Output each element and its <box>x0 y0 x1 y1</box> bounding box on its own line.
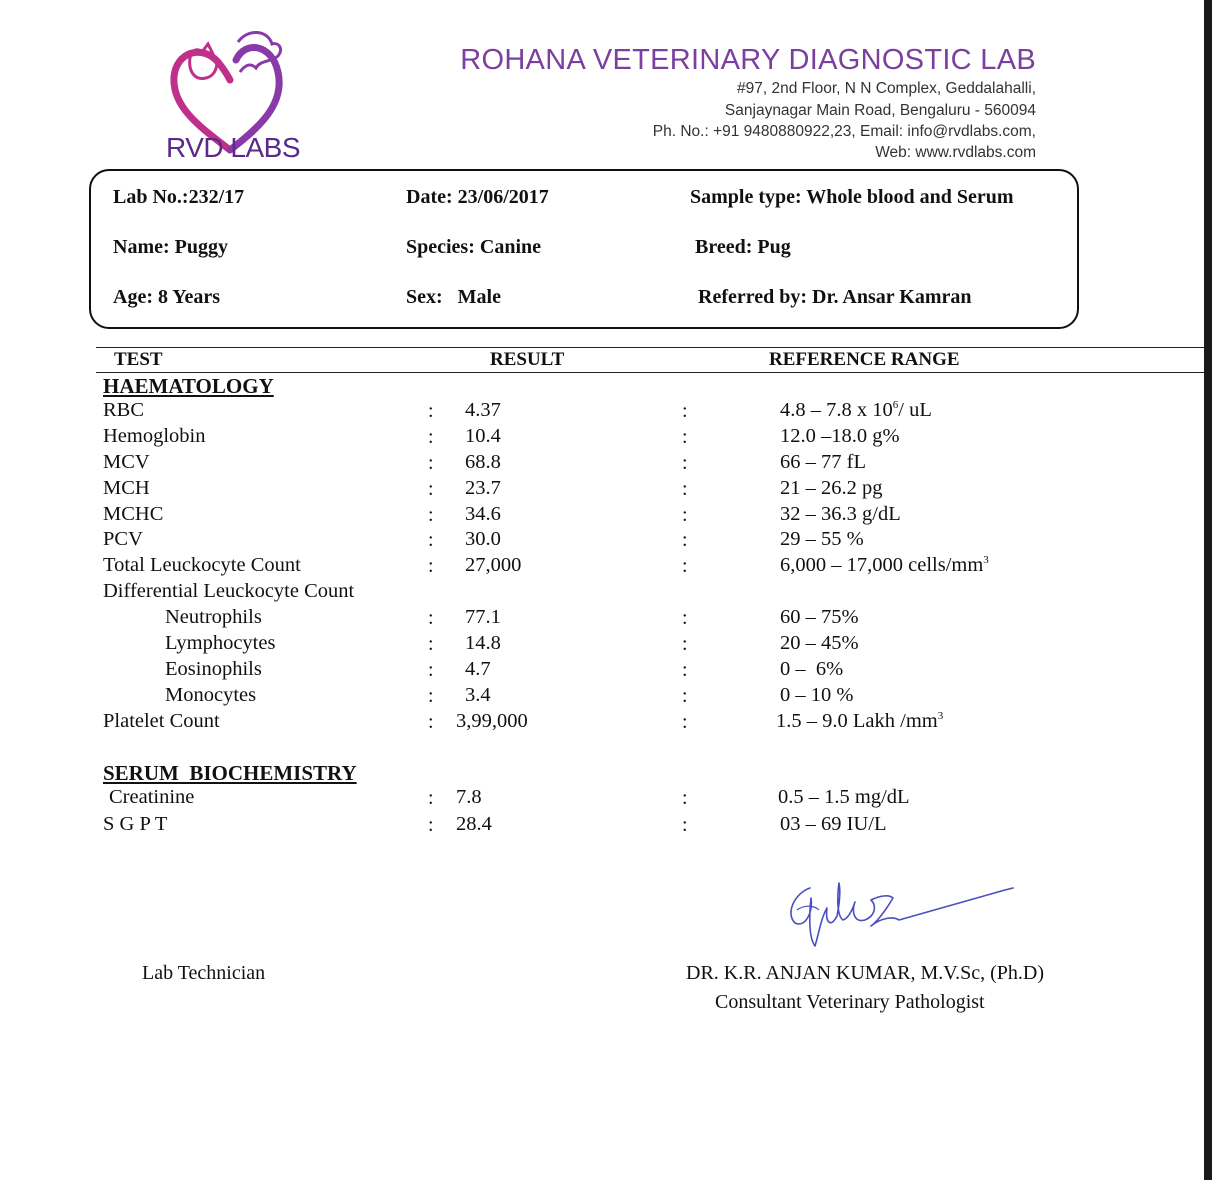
column-header-reference: REFERENCE RANGE <box>769 349 960 370</box>
web-line: Web: www.rvdlabs.com <box>875 144 1036 161</box>
result-mcv: 68.8 <box>465 451 501 473</box>
biochemistry-title: SERUM BIOCHEMISTRY <box>103 761 357 785</box>
page-edge <box>1204 0 1212 1180</box>
colon: : <box>428 555 434 577</box>
test-lymphocytes: Lymphocytes <box>165 632 276 654</box>
result-mch: 23.7 <box>465 477 501 499</box>
ref-sgpt: 03 – 69 IU/L <box>780 813 887 835</box>
colon: : <box>682 659 688 681</box>
ref-mcv: 66 – 77 fL <box>780 451 866 473</box>
ref-platelet-count: 1.5 – 9.0 Lakh $/mm^3$ <box>776 710 944 732</box>
test-monocytes: Monocytes <box>165 684 257 706</box>
test-pcv: PCV <box>103 528 143 550</box>
colon: : <box>428 400 434 422</box>
ref-lymphocytes: 20 – 45% <box>780 632 859 654</box>
address-line-1: #97, 2nd Floor, N N Complex, Geddalahalli, <box>737 80 1036 97</box>
colon: : <box>682 478 688 500</box>
column-header-result: RESULT <box>490 349 565 370</box>
test-mcv: MCV <box>103 451 150 473</box>
ref-eosinophils: 0 – 6% <box>780 658 844 680</box>
ref-mch: 21 – 26.2 pg <box>780 477 883 499</box>
contact-line: Ph. No.: +91 9480880922,23, Email: info@rvdlabs.com, <box>652 123 1036 140</box>
colon: : <box>682 400 688 422</box>
colon: : <box>682 711 688 733</box>
result-rbc: 4.37 <box>465 399 501 421</box>
doctor-name: DR. K.R. ANJAN KUMAR, M.V.Sc, (Ph.D) <box>686 962 1045 984</box>
colon: : <box>682 685 688 707</box>
patient-sex: Sex: Male <box>406 286 501 308</box>
report-date: Date: 23/06/2017 <box>406 186 549 208</box>
colon: : <box>428 504 434 526</box>
result-eosinophils: 4.7 <box>465 658 491 680</box>
lab-number: Lab No.:232/17 <box>113 186 245 208</box>
test-mchc: MCHC <box>103 503 164 525</box>
species: Species: Canine <box>406 236 541 258</box>
ref-hemoglobin: 12.0 –18.0 g% <box>780 425 900 447</box>
result-creatinine: 7.8 <box>456 786 482 808</box>
result-sgpt: 28.4 <box>456 813 492 835</box>
dlc-title: Differential Leuckocyte Count <box>103 580 355 602</box>
result-lymphocytes: 14.8 <box>465 632 501 654</box>
colon: : <box>428 685 434 707</box>
result-total-leukocyte-count: 27,000 <box>465 554 522 576</box>
logo-text: RVD LABS <box>166 132 300 163</box>
colon: : <box>682 504 688 526</box>
result-mchc: 34.6 <box>465 503 501 525</box>
test-creatinine: Creatinine <box>109 786 195 808</box>
lab-technician-label: Lab Technician <box>142 962 266 984</box>
colon: : <box>428 529 434 551</box>
ref-creatinine: 0.5 – 1.5 mg/dL <box>778 786 910 808</box>
colon: : <box>428 426 434 448</box>
column-header-test: TEST <box>114 349 163 370</box>
ref-pcv: 29 – 55 % <box>780 528 864 550</box>
ref-monocytes: 0 – 10 % <box>780 684 854 706</box>
test-neutrophils: Neutrophils <box>165 606 262 628</box>
haematology-title: HAEMATOLOGY <box>103 374 274 398</box>
colon: : <box>428 452 434 474</box>
patient-age: Age: 8 Years <box>113 286 221 308</box>
colon: : <box>682 607 688 629</box>
colon: : <box>682 529 688 551</box>
colon: : <box>682 787 688 809</box>
test-total-leukocyte-count: Total Leuckocyte Count <box>103 554 301 576</box>
ref-mchc: 32 – 36.3 g/dL <box>780 503 901 525</box>
colon: : <box>428 607 434 629</box>
result-platelet-count: 3,99,000 <box>456 710 528 732</box>
test-rbc: RBC <box>103 399 145 421</box>
result-neutrophils: 77.1 <box>465 606 501 628</box>
doctor-signature <box>775 868 1025 958</box>
colon: : <box>682 555 688 577</box>
colon: : <box>428 711 434 733</box>
address-line-2: Sanjaynagar Main Road, Bengaluru - 560094 <box>724 102 1036 119</box>
colon: : <box>682 426 688 448</box>
ref-total-leukocyte-count: 6,000 – 17,000 cells/$mm^3$ <box>780 554 989 576</box>
colon: : <box>682 452 688 474</box>
colon: : <box>428 478 434 500</box>
breed: Breed: Pug <box>695 236 791 258</box>
test-eosinophils: Eosinophils <box>165 658 262 680</box>
result-pcv: 30.0 <box>465 528 501 550</box>
colon: : <box>682 814 688 836</box>
ref-rbc: 4.8 – 7.8 x $10^6/$ uL <box>780 399 932 421</box>
test-sgpt: S G P T <box>103 813 168 835</box>
table-header-bottom-rule <box>96 372 1204 373</box>
test-platelet-count: Platelet Count <box>103 710 220 732</box>
colon: : <box>682 633 688 655</box>
colon: : <box>428 659 434 681</box>
test-hemoglobin: Hemoglobin <box>103 425 206 447</box>
colon: : <box>428 787 434 809</box>
doctor-title: Consultant Veterinary Pathologist <box>715 991 985 1013</box>
patient-name: Name: Puggy <box>113 236 228 258</box>
colon: : <box>428 633 434 655</box>
result-hemoglobin: 10.4 <box>465 425 501 447</box>
sample-type: Sample type: Whole blood and Serum <box>690 186 1014 208</box>
referred-by: Referred by: Dr. Ansar Kamran <box>698 286 972 308</box>
result-monocytes: 3.4 <box>465 684 491 706</box>
test-mch: MCH <box>103 477 150 499</box>
colon: : <box>428 814 434 836</box>
lab-name: ROHANA VETERINARY DIAGNOSTIC LAB <box>460 44 1036 76</box>
ref-neutrophils: 60 – 75% <box>780 606 859 628</box>
table-header-top-rule <box>96 347 1204 348</box>
